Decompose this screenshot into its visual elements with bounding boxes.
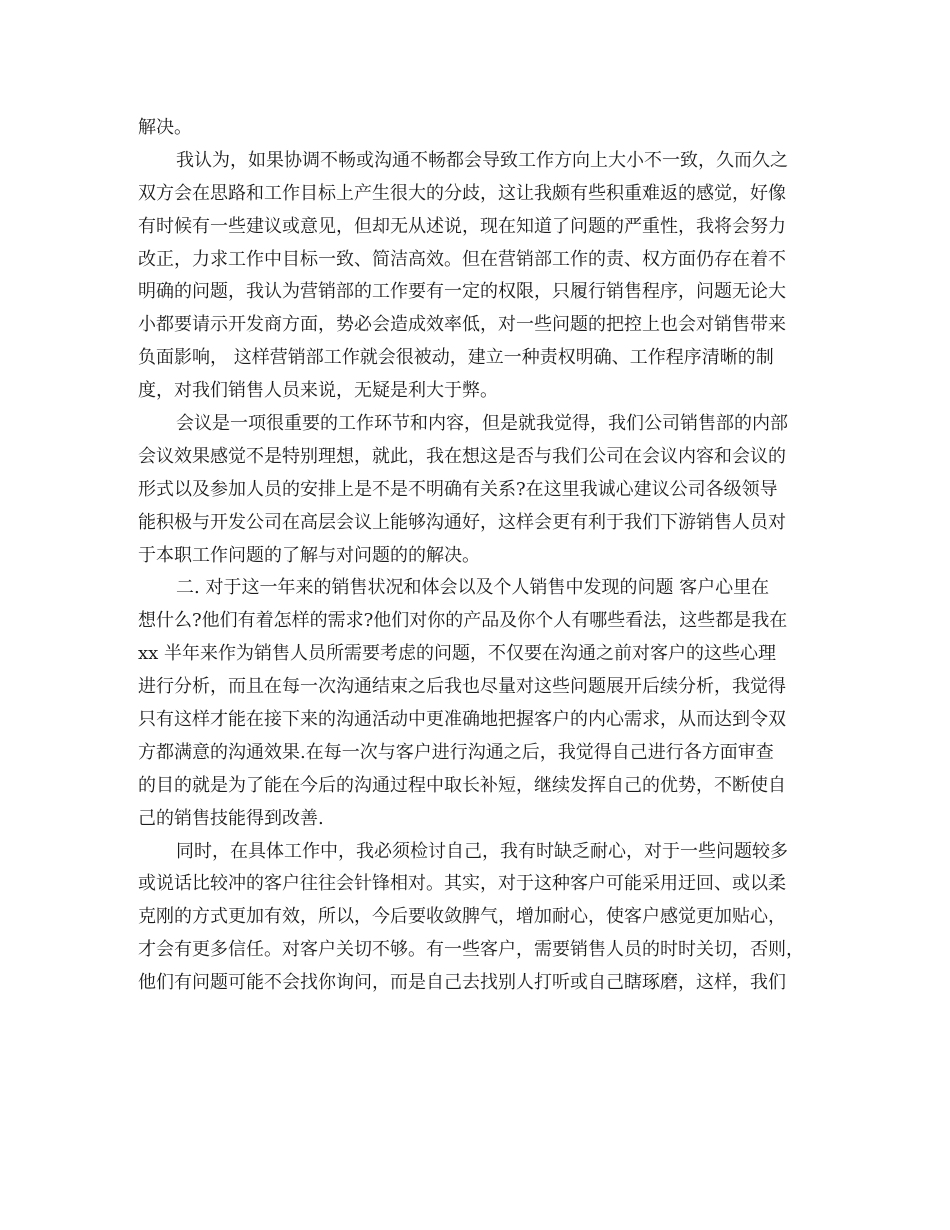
text-line: 会议效果感觉不是特别理想，就此，我在想这是否与我们公司在会议内容和会议的 <box>138 445 786 467</box>
body-text <box>138 112 828 1000</box>
text-line: 于本职工作问题的了解与对问题的的解决。 <box>138 544 480 566</box>
text-line: 形式以及参加人员的安排上是不是不明确有关系?在这里我诚心建议公司各级领导 <box>138 478 778 500</box>
text-line: xx 半年来作为销售人员所需要考虑的问题，不仅要在沟通之前对客户的这些心理 <box>138 643 777 665</box>
text-line: 有时候有一些建议或意见，但却无从述说，现在知道了问题的严重性，我将会努力 <box>138 215 786 237</box>
text-line: 进行分析，而且在每一次沟通结束之后我也尽量对这些问题展开后续分析，我觉得 <box>138 676 786 698</box>
text-line: 他们有问题可能不会找你询问，而是自己去找别人打听或自己瞎琢磨，这样，我们 <box>138 972 786 994</box>
text-line: 负面影响， 这样营销部工作就会很被动，建立一种责权明确、工作程序清晰的制 <box>138 347 774 369</box>
text-line: 明确的问题，我认为营销部的工作要有一定的权限，只履行销售程序，问题无论大 <box>138 281 786 303</box>
text-line: 才会有更多信任。对客户关切不够。有一些客户，需要销售人员的时时关切，否则， <box>138 939 804 961</box>
text-line: 我认为，如果协调不畅或沟通不畅都会导致工作方向上大小不一致，久而久之 <box>176 149 788 171</box>
text-line: 方都满意的沟通效果.在每一次与客户进行沟通之后，我觉得自己进行各方面审查 <box>138 741 774 763</box>
text-line: 同时，在具体工作中，我必须检讨自己，我有时缺乏耐心，对于一些问题较多 <box>176 840 788 862</box>
text-line: 二. 对于这一年来的销售状况和体会以及个人销售中发现的问题 客户心里在 <box>176 577 770 599</box>
text-line: 克刚的方式更加有效，所以，今后要收敛脾气，增加耐心，使客户感觉更加贴心， <box>138 906 786 928</box>
text-line: 能积极与开发公司在高层会议上能够沟通好，这样会更有利于我们下游销售人员对 <box>138 511 786 533</box>
text-line: 小都要请示开发商方面，势必会造成效率低，对一些问题的把控上也会对销售带来 <box>138 314 786 336</box>
text-line: 只有这样才能在接下来的沟通活动中更准确地把握客户的内心需求，从而达到令双 <box>138 709 786 731</box>
text-line: 或说话比较冲的客户往往会针锋相对。其实，对于这种客户可能采用迂回、或以柔 <box>138 873 786 895</box>
text-line: 双方会在思路和工作目标上产生很大的分歧，这让我颇有些积重难返的感觉，好像 <box>138 182 786 204</box>
text-line: 度，对我们销售人员来说，无疑是利大于弊。 <box>138 380 498 402</box>
text-line: 会议是一项很重要的工作环节和内容，但是就我觉得，我们公司销售部的内部 <box>176 413 788 435</box>
text-line: 的目的就是为了能在今后的沟通过程中取长补短，继续发挥自己的优势，不断使自 <box>138 774 786 796</box>
text-line: 解决。 <box>138 117 192 138</box>
text-line: 己的销售技能得到改善. <box>138 807 324 829</box>
text-line: 改正，力求工作中目标一致、简洁高效。但在营销部工作的责、权方面仍存在着不 <box>138 248 786 270</box>
text-line: 想什么?他们有着怎样的需求?他们对你的产品及你个人有哪些看法，这些都是我在 <box>138 610 788 632</box>
